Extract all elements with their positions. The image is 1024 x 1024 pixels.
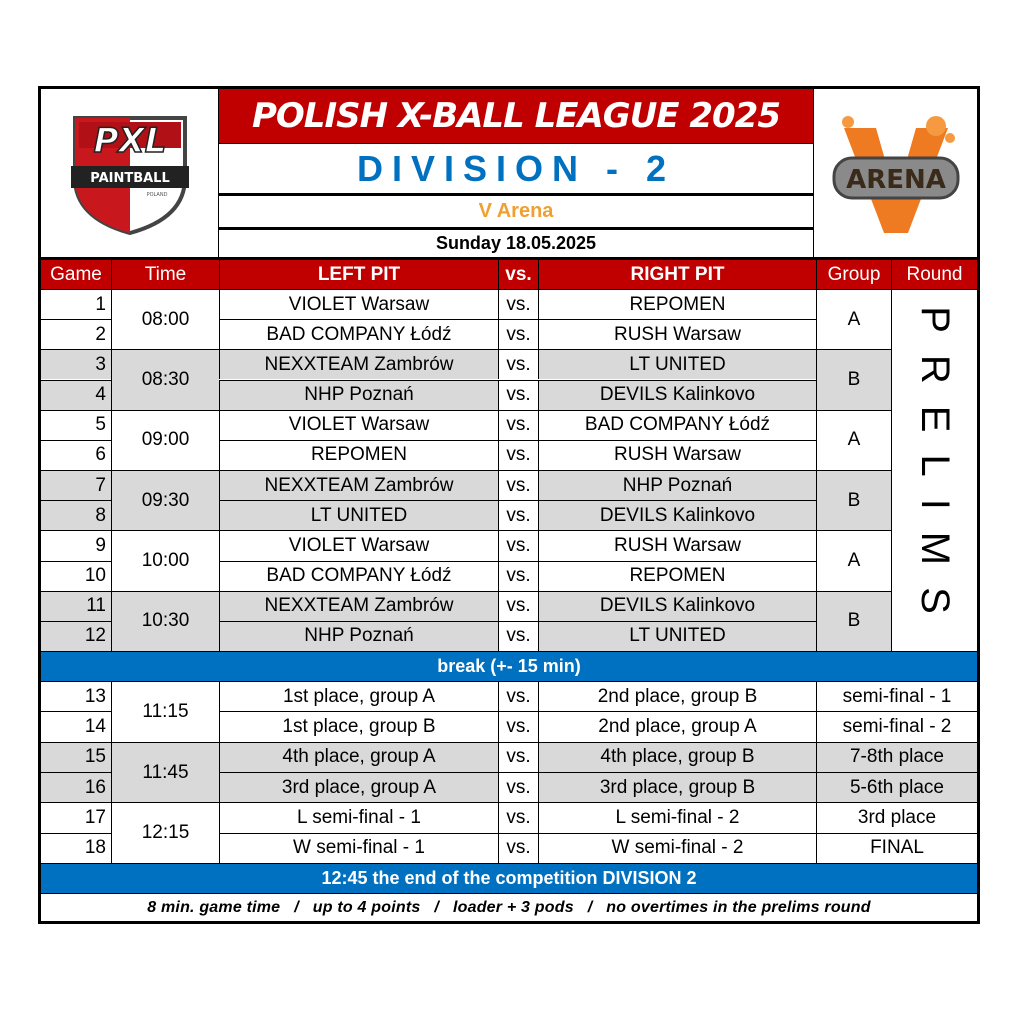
time-slot: 11:15 xyxy=(111,681,219,742)
right-pit-team: LT UNITED xyxy=(538,349,816,379)
left-pit-team: 1st place, group A xyxy=(219,681,498,711)
pxl-logo xyxy=(41,89,219,257)
col-vs: vs. xyxy=(498,257,538,289)
round-label: 5-6th place xyxy=(816,772,977,802)
game-number: 14 xyxy=(41,711,111,741)
v-arena-icon xyxy=(826,108,966,238)
game-number: 15 xyxy=(41,742,111,772)
break-banner: break (+- 15 min) xyxy=(41,651,977,681)
vs-label: vs. xyxy=(498,319,538,349)
col-right-pit: RIGHT PIT xyxy=(538,257,816,289)
game-number: 10 xyxy=(41,561,111,591)
left-pit-team: 3rd place, group A xyxy=(219,772,498,802)
col-round: Round xyxy=(891,257,977,289)
game-number: 11 xyxy=(41,591,111,621)
group-label: B xyxy=(816,591,891,651)
game-number: 12 xyxy=(41,621,111,651)
left-pit-team: L semi-final - 1 xyxy=(219,802,498,832)
group-label: A xyxy=(816,530,891,590)
time-slot: 08:00 xyxy=(111,289,219,349)
vs-label: vs. xyxy=(498,591,538,621)
left-pit-team: LT UNITED xyxy=(219,500,498,530)
game-number: 4 xyxy=(41,380,111,410)
time-slot: 09:30 xyxy=(111,470,219,530)
venue-name: V Arena xyxy=(219,196,813,230)
right-pit-team: DEVILS Kalinkovo xyxy=(538,591,816,621)
game-number: 1 xyxy=(41,289,111,319)
division-title: DIVISION - 2 xyxy=(219,144,813,196)
left-pit-team: 1st place, group B xyxy=(219,711,498,741)
left-pit-team: BAD COMPANY Łódź xyxy=(219,319,498,349)
pxl-logo-text: PXL xyxy=(93,121,166,161)
game-number: 6 xyxy=(41,440,111,470)
right-pit-team: 2nd place, group A xyxy=(538,711,816,741)
right-pit-team: NHP Poznań xyxy=(538,470,816,500)
vs-label: vs. xyxy=(498,802,538,832)
right-pit-team: DEVILS Kalinkovo xyxy=(538,500,816,530)
game-number: 5 xyxy=(41,410,111,440)
col-left-pit: LEFT PIT xyxy=(219,257,498,289)
col-group: Group xyxy=(816,257,891,289)
vs-label: vs. xyxy=(498,621,538,651)
left-pit-team: VIOLET Warsaw xyxy=(219,410,498,440)
league-title: POLISH X-BALL LEAGUE 2025 xyxy=(219,89,813,144)
game-number: 13 xyxy=(41,681,111,711)
time-slot: 09:00 xyxy=(111,410,219,470)
end-banner: 12:45 the end of the competition DIVISION 2 xyxy=(41,863,977,893)
game-number: 7 xyxy=(41,470,111,500)
pxl-shield-icon xyxy=(65,108,195,238)
round-label: 7-8th place xyxy=(816,742,977,772)
pxl-logo-sub: PAINTBALL xyxy=(89,171,170,186)
prelims-round-label xyxy=(891,289,977,651)
right-pit-team: 3rd place, group B xyxy=(538,772,816,802)
group-label: B xyxy=(816,349,891,409)
group-label: A xyxy=(816,410,891,470)
rules-footer: 8 min. game time / up to 4 points / loader + 3 pods / no overtimes in the prelims round xyxy=(41,893,977,921)
game-number: 18 xyxy=(41,833,111,863)
vs-label: vs. xyxy=(498,380,538,410)
left-pit-team: VIOLET Warsaw xyxy=(219,530,498,560)
left-pit-team: NHP Poznań xyxy=(219,621,498,651)
game-number: 8 xyxy=(41,500,111,530)
col-time: Time xyxy=(111,257,219,289)
game-number: 3 xyxy=(41,349,111,379)
vs-label: vs. xyxy=(498,742,538,772)
right-pit-team: DEVILS Kalinkovo xyxy=(538,380,816,410)
round-label: semi-final - 1 xyxy=(816,681,977,711)
game-number: 16 xyxy=(41,772,111,802)
left-pit-team: NEXXTEAM Zambrów xyxy=(219,470,498,500)
group-label: A xyxy=(816,289,891,349)
right-pit-team: RUSH Warsaw xyxy=(538,440,816,470)
arena-logo xyxy=(813,89,977,257)
time-slot: 10:30 xyxy=(111,591,219,651)
prelims-round-text: PRELIMS xyxy=(912,305,957,636)
time-slot: 12:15 xyxy=(111,802,219,863)
round-label: FINAL xyxy=(816,833,977,863)
round-label: semi-final - 2 xyxy=(816,711,977,741)
game-number: 2 xyxy=(41,319,111,349)
left-pit-team: VIOLET Warsaw xyxy=(219,289,498,319)
pxl-logo-tiny: POLAND xyxy=(146,192,167,198)
game-number: 9 xyxy=(41,530,111,560)
left-pit-team: REPOMEN xyxy=(219,440,498,470)
game-number: 17 xyxy=(41,802,111,832)
right-pit-team: BAD COMPANY Łódź xyxy=(538,410,816,440)
round-label: 3rd place xyxy=(816,802,977,832)
right-pit-team: LT UNITED xyxy=(538,621,816,651)
col-game: Game xyxy=(41,257,111,289)
time-slot: 08:30 xyxy=(111,349,219,409)
right-pit-team: 2nd place, group B xyxy=(538,681,816,711)
vs-label: vs. xyxy=(498,500,538,530)
left-pit-team: NHP Poznań xyxy=(219,380,498,410)
vs-label: vs. xyxy=(498,470,538,500)
arena-logo-text: ARENA xyxy=(845,165,946,195)
vs-label: vs. xyxy=(498,410,538,440)
right-pit-team: 4th place, group B xyxy=(538,742,816,772)
vs-label: vs. xyxy=(498,349,538,379)
time-slot: 10:00 xyxy=(111,530,219,590)
right-pit-team: REPOMEN xyxy=(538,289,816,319)
right-pit-team: REPOMEN xyxy=(538,561,816,591)
right-pit-team: W semi-final - 2 xyxy=(538,833,816,863)
vs-label: vs. xyxy=(498,561,538,591)
vs-label: vs. xyxy=(498,711,538,741)
vs-label: vs. xyxy=(498,289,538,319)
vs-label: vs. xyxy=(498,772,538,802)
left-pit-team: NEXXTEAM Zambrów xyxy=(219,591,498,621)
vs-label: vs. xyxy=(498,681,538,711)
left-pit-team: NEXXTEAM Zambrów xyxy=(219,349,498,379)
vs-label: vs. xyxy=(498,833,538,863)
schedule-sheet xyxy=(38,86,980,924)
right-pit-team: L semi-final - 2 xyxy=(538,802,816,832)
left-pit-team: BAD COMPANY Łódź xyxy=(219,561,498,591)
time-slot: 11:45 xyxy=(111,742,219,803)
left-pit-team: 4th place, group A xyxy=(219,742,498,772)
vs-label: vs. xyxy=(498,440,538,470)
right-pit-team: RUSH Warsaw xyxy=(538,530,816,560)
right-pit-team: RUSH Warsaw xyxy=(538,319,816,349)
event-date: Sunday 18.05.2025 xyxy=(219,230,813,257)
group-label: B xyxy=(816,470,891,530)
left-pit-team: W semi-final - 1 xyxy=(219,833,498,863)
vs-label: vs. xyxy=(498,530,538,560)
